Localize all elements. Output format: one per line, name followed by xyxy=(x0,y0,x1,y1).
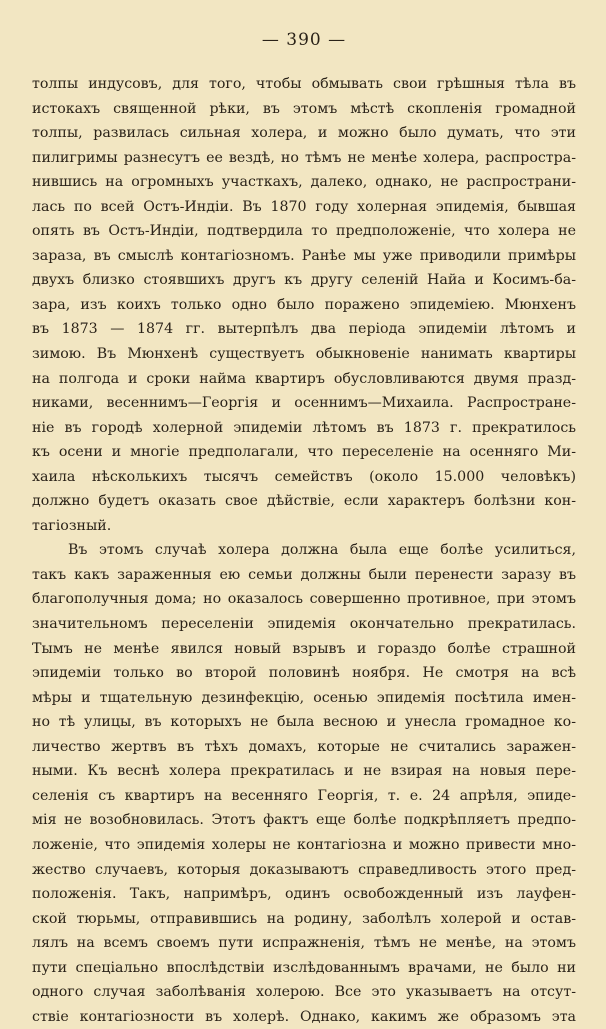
text-line: тагіозный. xyxy=(32,517,112,534)
text-line: ствіе контагіозности въ холерѣ. Однако, какимъ же образомъ эта xyxy=(32,1008,576,1025)
text-line: Тымъ не менѣе явился новый взрывъ и гораздо болѣе страшной xyxy=(32,640,576,657)
text-line: нившись на огромныхъ участкахъ, далеко, однако, не распространи- xyxy=(32,174,576,191)
text-line: такъ какъ зараженныя ею семьи должны были перенести заразу въ xyxy=(32,566,576,583)
text-line: хаила нѣсколькихъ тысячъ семействъ (около 15.000 человѣкъ) xyxy=(32,468,576,485)
text-line: личество жертвъ въ тѣхъ домахъ, которые не считались заражен- xyxy=(32,738,576,755)
text-line: на полгода и сроки найма квартиръ обусловливаются двумя празд- xyxy=(32,370,576,387)
text-line: двухъ близко стоявшихъ другъ къ другу селеній Найа и Косимъ-ба- xyxy=(32,272,576,289)
text-line: толпы, развилась сильная холера, и можно было думать, что эти xyxy=(32,125,576,142)
page-number: — 390 — xyxy=(261,30,347,50)
text-line: пути спеціально впослѣдствіи изслѣдованнымъ врачами, не было ни xyxy=(32,959,576,976)
text-line: пилигримы разнесутъ ее вездѣ, но тѣмъ не менѣе холера, распростра- xyxy=(32,149,576,166)
text-line: къ осени и многіе предполагали, что переселеніе на осенняго Ми- xyxy=(32,444,576,461)
text-line: зараза, въ смыслѣ контагіозномъ. Ранѣе мы уже приводили примѣры xyxy=(32,247,576,264)
text-line: лялъ на всемъ своемъ пути испражненія, тѣмъ не менѣе, на этомъ xyxy=(32,935,576,952)
text-line: толпы индусовъ, для того, чтобы обмывать свои грѣшныя тѣла въ xyxy=(32,76,576,92)
paragraph xyxy=(32,72,576,538)
text-line: зимою. Въ Мюнхенѣ существуетъ обыкновеніе нанимать квартиры xyxy=(32,346,576,363)
text-line: мѣры и тщательную дезинфекцію, осенью эпидемія посѣтила имен- xyxy=(32,689,576,706)
text-line: селенія съ квартиръ на весенняго Георгія, т. е. 24 апрѣля, эпиде- xyxy=(32,787,576,804)
text-line: никами, весеннимъ—Георгія и осеннимъ—Михаила. Распростране- xyxy=(32,395,576,412)
text-line: Въ этомъ случаѣ холера должна была еще болѣе усилиться, xyxy=(68,542,576,559)
text-line: опять въ Остъ-Индіи, подтвердила то предположеніе, что холера не xyxy=(32,223,576,240)
text-line: значительномъ переселеніи эпидемія окончательно прекратилась. xyxy=(32,616,576,633)
text-line: должно будетъ оказать свое дѣйствіе, если характеръ болѣзни кон- xyxy=(32,493,576,510)
text-line: ложеніе, что эпидемія холеры не контагіозна и можно привести мно- xyxy=(32,836,576,853)
text-line: въ 1873 — 1874 гг. вытерпѣлъ два періода эпидеміи лѣтомъ и xyxy=(32,321,576,338)
text-line: одного случая заболѣванія холерою. Все это указываетъ на отсут- xyxy=(32,984,576,1001)
text-line: положенія. Такъ, напримѣръ, одинъ освобожденный изъ лауфен- xyxy=(32,886,576,903)
text-line: лась по всей Остъ-Индіи. Въ 1870 году холерная эпидемія, бывшая xyxy=(32,198,576,215)
text-line: ными. Къ веснѣ холера прекратилась и не взирая на новыя пере- xyxy=(32,763,576,780)
text-line: ніе въ городѣ холерной эпидеміи лѣтомъ въ 1873 г. прекратилось xyxy=(32,419,576,436)
body-text xyxy=(32,72,576,1029)
text-line: жество случаевъ, которыя доказываютъ справедливость этого пред- xyxy=(32,861,576,878)
text-line: истокахъ священной рѣки, въ этомъ мѣстѣ скопленія громадной xyxy=(32,100,576,117)
text-line: ской тюрьмы, отправившись на родину, заболѣлъ холерой и остав- xyxy=(32,910,576,927)
text-line: но тѣ улицы, въ которыхъ не была весною и унесла громадное ко- xyxy=(32,714,576,731)
text-line: эпидеміи только во второй половинѣ ноября. Не смотря на всѣ xyxy=(32,665,576,682)
text-line: зара, изъ коихъ только одно было поражено эпидеміею. Мюнхенъ xyxy=(32,296,576,313)
text-line: мія не возобновилась. Этотъ фактъ еще болѣе подкрѣпляетъ предпо- xyxy=(32,812,576,829)
paragraph xyxy=(32,538,576,1029)
text-line: благополучныя дома; но оказалось совершенно противное, при этомъ xyxy=(32,591,576,608)
